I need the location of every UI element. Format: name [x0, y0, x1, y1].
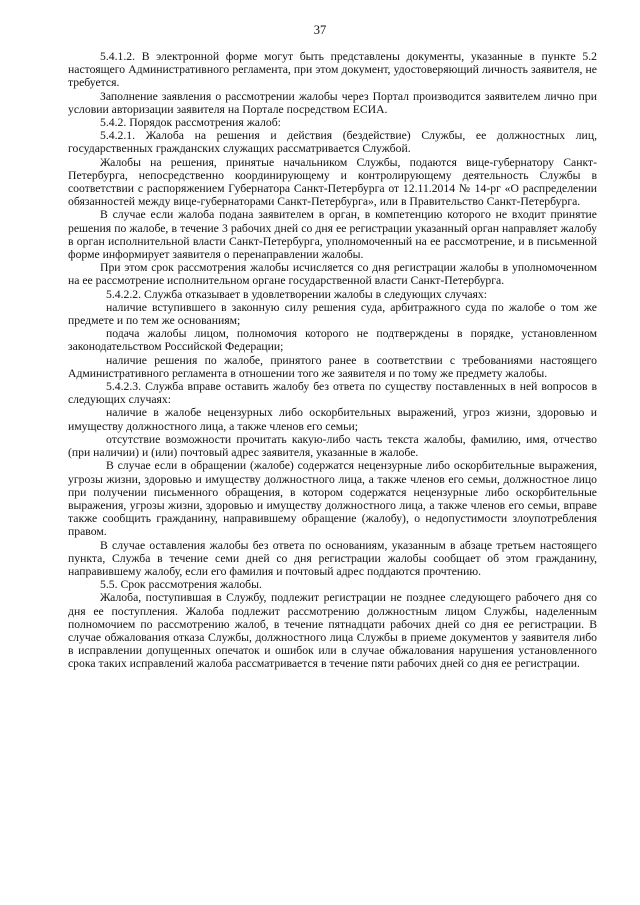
- page-number: 37: [313, 23, 327, 37]
- list-item: отсутствие возможности прочитать какую-либо часть текста жалобы, фамилию, имя, отчество (при наличии) и (или) почтовый адрес заявителя, указанные в жалобе.: [68, 432, 597, 460]
- paragraph-5-4-2-1: 5.4.2.1. Жалоба на решения и действия (бездействие) Службы, ее должностных лиц, государственных гражданских служащих рассматривается Службой.: [68, 129, 597, 156]
- list-item: наличие решения по жалобе, принятого ранее в соответствии с требованиями настоящего Административного регламента в отношении того же заявителя и по тому же предмету жалобы.: [68, 353, 597, 380]
- paragraph-review-term: Жалоба, поступившая в Службу, подлежит регистрации не позднее следующего рабочего дня со дня ее поступления. Жалоба подлежит рассмотрению должностным лицом Службы, наделенным полномочием по рассмотрению жалоб, в течение пятнадцати рабочих дней со дня ее регистрации. В случае обжалования отказа Службы, должностного лица Службы в приеме документов у заявителя либо в исправлении допущенных опечаток и ошибок или в случае обжалования нарушения установленного срока таких исправлений жалоба рассматривается в течение пяти рабочих дней со дня ее регистрации.: [68, 591, 597, 671]
- heading-5-4-2: 5.4.2. Порядок рассмотрения жалоб:: [100, 116, 281, 130]
- paragraph-wrong-authority: В случае если жалоба подана заявителем в орган, в компетенцию которого не входит принятие решения по жалобе, в течение 3 рабочих дней со дня ее регистрации указанный орган направляет жалобу в орган исполнительной власти Санкт-Петербурга, уполномоченный на ее рассмотрение, и в письменной форме информирует заявителя о перенаправлении жалобы.: [68, 208, 597, 262]
- list-item: наличие вступившего в законную силу решения суда, арбитражного суда по жалобе о том же предмете и по тем же основаниям;: [68, 300, 597, 328]
- paragraph-term-calculation: При этом срок рассмотрения жалобы исчисляется со дня регистрации жалобы в уполномоченном на ее рассмотрение исполнительном органе государственной власти Санкт-Петербурга.: [68, 261, 597, 288]
- paragraph-5-4-2-3: 5.4.2.3. Служба вправе оставить жалобу без ответа по существу поставленных в ней вопросов в следующих случаях:: [68, 380, 597, 407]
- document-body: [68, 50, 597, 671]
- paragraph-obscene-content: В случае если в обращении (жалобе) содержатся нецензурные либо оскорбительные выражения, угрозы жизни, здоровью и имуществу должностного лица, а также членов его семьи, должностное лицо при получении письменного обращения, в котором содержатся нецензурные либо оскорбительные выражения, угрозы жизни, здоровью и имуществу должностного лица, а также членов его семьи, вправе также сообщить гражданину, направившему обращение (жалобу), о недопустимости злоупотребления правом.: [68, 459, 597, 539]
- paragraph-portal-filing: Заполнение заявления о рассмотрении жалобы через Портал производится заявителем лично при условии авторизации заявителя на Портале посредством ЕСИА.: [68, 89, 597, 116]
- heading-5-5: 5.5. Срок рассмотрения жалобы.: [100, 578, 262, 592]
- paragraph-complaints-head: Жалобы на решения, принятые начальником Службы, подаются вице-губернатору Санкт-Петербурга, непосредственно координирующему и контролирующему деятельность Службы в соответствии с распоряжением Губернатора Санкт-Петербурга от 12.11.2014 № 14-рг «О распределении обязанностей между вице-губернаторами Санкт-Петербурга», или в Правительство Санкт-Петербурга.: [68, 155, 597, 209]
- paragraph-5-4-2-2: 5.4.2.2. Служба отказывает в удовлетворении жалобы в следующих случаях:: [106, 287, 488, 301]
- paragraph-5-4-1-2: 5.4.1.2. В электронной форме могут быть представлены документы, указанные в пункте 5.2 настоящего Административного регламента, при этом документ, удостоверяющий личность заявителя, не требуется.: [68, 50, 597, 90]
- paragraph-no-answer: В случае оставления жалобы без ответа по основаниям, указанным в абзаце третьем настоящего пункта, Служба в течение семи дней со дня регистрации жалобы сообщает об этом гражданину, направившему жалобу, если его фамилия и почтовый адрес поддаются прочтению.: [68, 538, 597, 578]
- list-item: наличие в жалобе нецензурных либо оскорбительных выражений, угроз жизни, здоровью и имуществу должностного лица, а также членов его семьи;: [68, 406, 597, 433]
- list-item: подача жалобы лицом, полномочия которого не подтверждены в порядке, установленном законодательством Российской Федерации;: [68, 327, 597, 354]
